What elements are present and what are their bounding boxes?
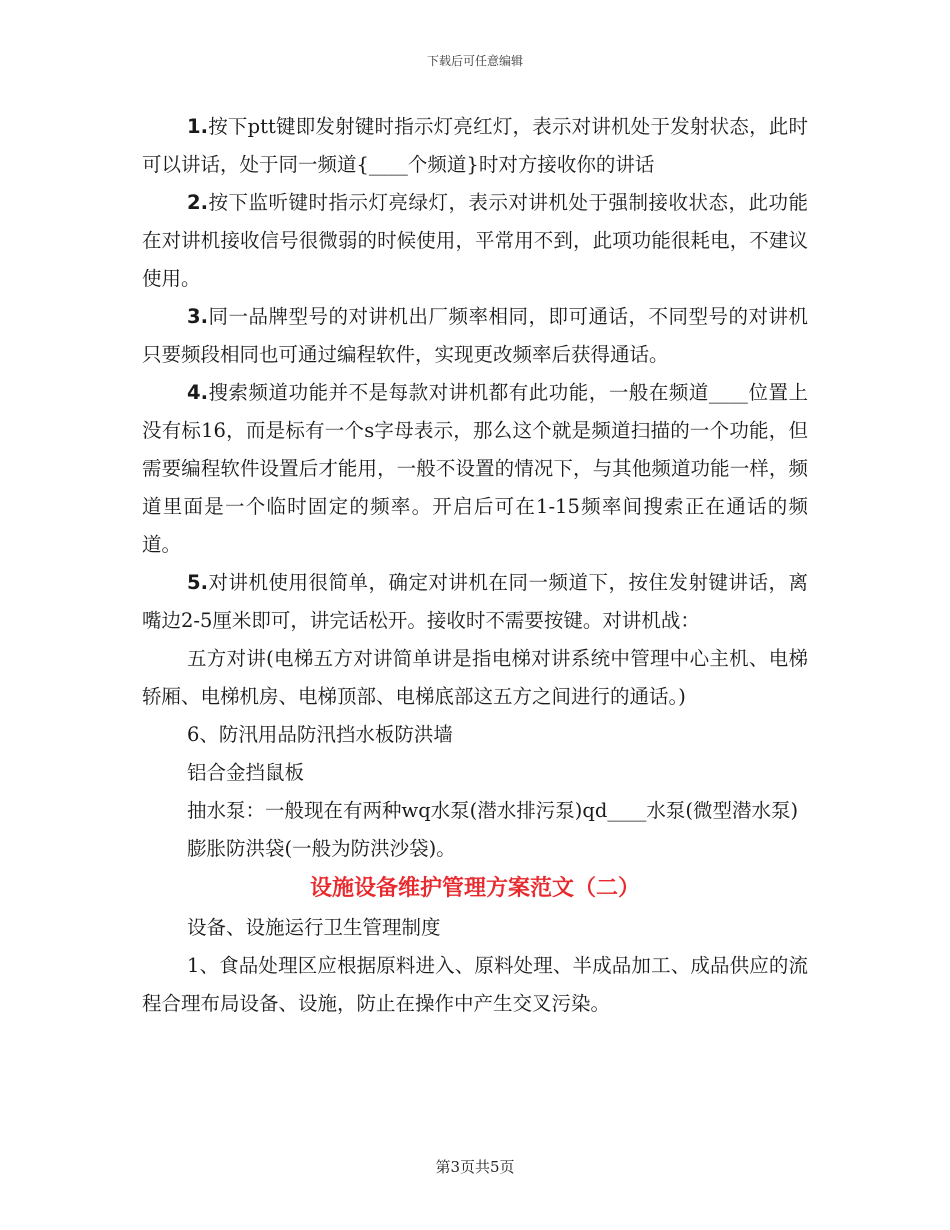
item-number: 1. bbox=[187, 115, 208, 138]
item-number: 3. bbox=[187, 305, 208, 328]
section-title: 设施设备维护管理方案范文（二） bbox=[309, 876, 640, 901]
paragraph-rat-guard: 铝合金挡鼠板 bbox=[187, 761, 305, 784]
item-text: 按下监听键时指示灯亮绿灯，表示对讲机处于强制接收状态，此功能在对讲机接收信号很微弱的时候使用，平常用不到，此项功能很耗电，不建议使用。 bbox=[142, 191, 808, 290]
item-text: 对讲机使用很简单，确定对讲机在同一频道下，按住发射键讲话，离嘴边2-5厘米即可，讲完话松开。接收时不需要按键。对讲机战： bbox=[142, 571, 808, 632]
page-footer: 第3页共5页 bbox=[435, 1158, 515, 1176]
section-item-1: 1、食品处理区应根据原料进入、原料处理、半成品加工、成品供应的流程合理布局设备、设施，防止在操作中产生交叉污染。 bbox=[142, 954, 808, 1015]
item-text: 同一品牌型号的对讲机出厂频率相同，即可通话，不同型号的对讲机只要频段相同也可通过编程软件，实现更改频率后获得通话。 bbox=[142, 305, 808, 366]
list-item-3 bbox=[142, 298, 808, 374]
section-subtitle: 设备、设施运行卫生管理制度 bbox=[187, 916, 441, 939]
list-item-2 bbox=[142, 184, 808, 298]
item-number: 2. bbox=[187, 191, 208, 214]
item-text: 搜索频道功能并不是每款对讲机都有此功能，一般在频道____位置上没有标16，而是标有一个s字母表示，那么这个就是频道扫描的一个功能，但需要编程软件设置后才能用，一般不设置的情况下，与其他频道功能一样，频道里面是一个临时固定的频率。开启后可在1-15频率间搜索正在通话的频道。 bbox=[142, 381, 808, 556]
item-number: 4. bbox=[187, 381, 208, 404]
document-body bbox=[142, 108, 808, 1023]
item-text: 按下ptt键即发射键时指示灯亮红灯，表示对讲机处于发射状态，此时可以讲话，处于同一频道{____个频道}时对方接收你的讲话 bbox=[142, 115, 808, 176]
paragraph-flood-bag: 膨胀防洪袋(一般为防洪沙袋)。 bbox=[187, 837, 456, 860]
list-item-4 bbox=[142, 374, 808, 564]
item-number: 5. bbox=[187, 571, 208, 594]
paragraph-pumps: 抽水泵：一般现在有两种wq水泵(潜水排污泵)qd____水泵(微型潜水泵) bbox=[187, 799, 799, 822]
list-item-1 bbox=[142, 108, 808, 184]
paragraph-flood-supplies: 6、防汛用品防汛挡水板防洪墙 bbox=[187, 723, 453, 746]
page-header: 下载后可任意编辑 bbox=[426, 54, 523, 68]
paragraph-intercom: 五方对讲(电梯五方对讲简单讲是指电梯对讲系统中管理中心主机、电梯轿厢、电梯机房、电梯顶部、电梯底部这五方之间进行的通话。) bbox=[142, 647, 808, 708]
list-item-5 bbox=[142, 564, 808, 640]
